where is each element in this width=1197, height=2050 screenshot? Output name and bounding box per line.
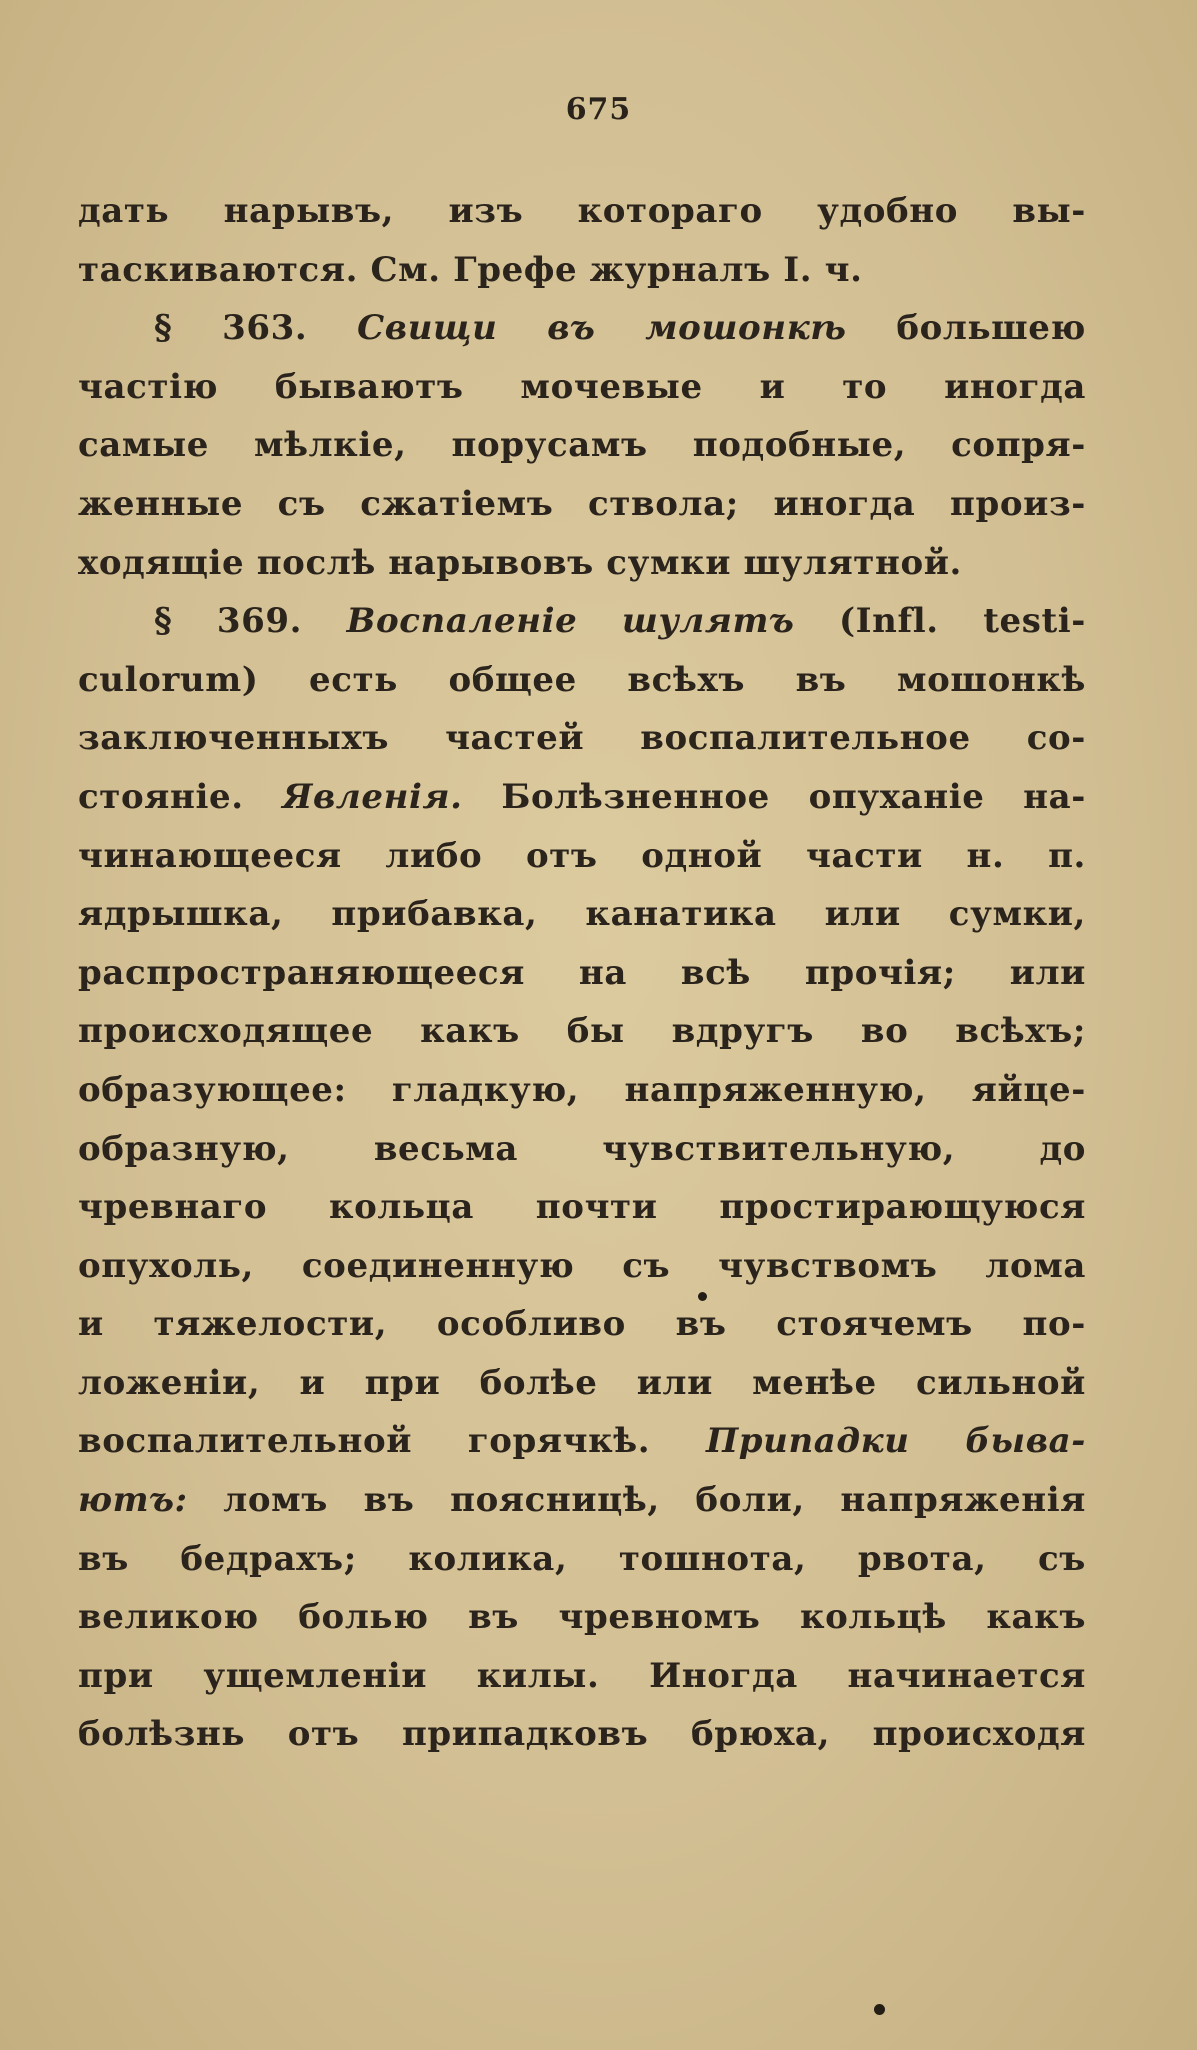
text-segment: при ущемленіи килы. Иногда начинается xyxy=(78,1655,1086,1696)
text-line xyxy=(78,1120,1086,1179)
italic-text: Воспаленіе шулятъ xyxy=(346,601,795,642)
text-line xyxy=(78,1354,1086,1413)
text-segment: ложеніи, и при болѣе или менѣе сильной xyxy=(78,1362,1086,1403)
text-line xyxy=(78,885,1086,944)
text-line xyxy=(78,944,1086,1003)
text-segment: стояніе. xyxy=(78,776,283,817)
text-line xyxy=(78,1237,1086,1296)
text-segment: чинающееся либо отъ одной части н. п. xyxy=(78,835,1086,876)
italic-text: Явленія. xyxy=(282,776,463,817)
text-segment: болѣзнь отъ припадковъ брюха, происходя xyxy=(78,1714,1086,1755)
text-segment: ядрышка, прибавка, канатика или сумки, xyxy=(78,894,1086,935)
italic-text: Припадки быва- xyxy=(706,1421,1086,1462)
text-segment: распространяющееся на всѣ прочія; или xyxy=(78,952,1086,993)
text-segment: § 363. xyxy=(154,308,358,349)
ink-speck xyxy=(698,1292,707,1301)
text-line xyxy=(78,1061,1086,1120)
text-segment: culorum) есть общее всѣхъ въ мошонкѣ xyxy=(78,659,1086,700)
text-segment: ломъ въ поясницѣ, боли, напряженія xyxy=(187,1480,1086,1521)
text-segment: воспалительной горячкѣ. xyxy=(78,1421,707,1462)
text-line xyxy=(78,1002,1086,1061)
text-line xyxy=(78,709,1086,768)
text-segment: ходящіе послѣ нарывовъ сумки шулятной. xyxy=(78,542,962,583)
text-segment: таскиваются. См. Грефе журналъ I. ч. xyxy=(78,249,863,290)
text-line xyxy=(78,534,1086,593)
text-line xyxy=(78,1588,1086,1647)
text-segment: чревнаго кольца почти простирающуюся xyxy=(78,1187,1086,1228)
text-line xyxy=(78,768,1086,827)
text-line xyxy=(78,299,1086,358)
text-segment: образную, весьма чувствительную, до xyxy=(78,1128,1086,1169)
text-segment: большею xyxy=(846,308,1087,349)
italic-text: Свищи въ мошонкѣ xyxy=(357,308,847,349)
text-segment: дать нарывъ, изъ котораго удобно вы- xyxy=(78,191,1086,231)
text-segment: великою болью въ чревномъ кольцѣ какъ xyxy=(78,1597,1086,1638)
text-segment: женные съ сжатіемъ ствола; иногда произ- xyxy=(78,483,1086,524)
text-segment: опухоль, соединенную съ чувствомъ лома xyxy=(78,1245,1086,1286)
text-line xyxy=(78,182,1086,241)
text-line xyxy=(78,651,1086,710)
text-segment: Болѣзненное опуханіе на- xyxy=(462,776,1086,817)
text-segment: образующее: гладкую, напряженную, яйце- xyxy=(78,1069,1086,1110)
text-line xyxy=(78,1295,1086,1354)
text-line xyxy=(78,592,1086,651)
text-line xyxy=(78,1647,1086,1706)
text-segment: и тяжелости, особливо въ стоячемъ по- xyxy=(78,1304,1086,1345)
ink-speck xyxy=(874,2004,885,2015)
text-line xyxy=(78,1705,1086,1764)
text-line xyxy=(78,827,1086,886)
text-segment: заключенныхъ частей воспалительное со- xyxy=(78,718,1086,759)
italic-text: ютъ: xyxy=(78,1480,188,1521)
text-line xyxy=(78,1530,1086,1589)
text-segment: происходящее какъ бы вдругъ во всѣхъ; xyxy=(78,1011,1086,1052)
text-line xyxy=(78,1178,1086,1237)
text-segment: въ бедрахъ; колика, тошнота, рвота, съ xyxy=(78,1538,1086,1579)
text-line xyxy=(78,358,1086,417)
text-line xyxy=(78,1471,1086,1530)
text-line xyxy=(78,416,1086,475)
page-number: 675 xyxy=(565,92,632,127)
text-line xyxy=(78,475,1086,534)
text-segment: частію бываютъ мочевые и то иногда xyxy=(78,366,1086,407)
text-segment: самые мѣлкіе, порусамъ подобные, сопря- xyxy=(78,425,1086,466)
text-line xyxy=(78,1412,1086,1471)
text-line xyxy=(78,241,1086,300)
body-text xyxy=(78,182,1086,1764)
text-segment: § 369. xyxy=(154,601,347,642)
text-segment: (Infl. testi- xyxy=(794,601,1087,642)
